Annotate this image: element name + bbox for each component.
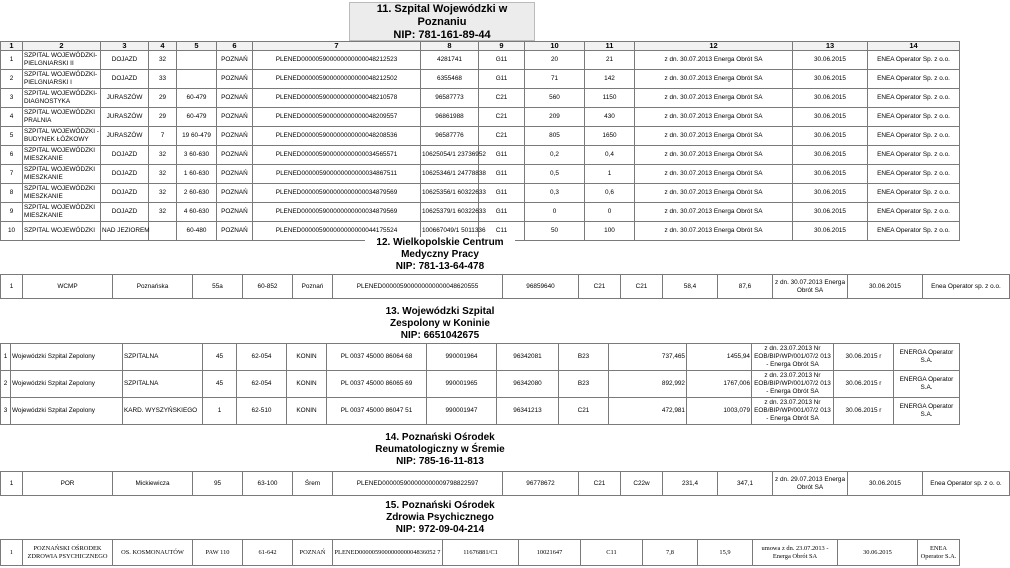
table-cell: ENERGA Operator S.A.	[894, 371, 960, 398]
section-city: Poznaniu	[417, 16, 467, 28]
table-cell: ENEA Operator Sp. z o.o.	[868, 203, 960, 222]
section-subtitle: Medyczny Pracy	[401, 249, 479, 260]
table-row	[1, 70, 960, 89]
table-cell: 33	[149, 70, 177, 89]
table-cell: 1	[1, 472, 23, 496]
table-cell: 0,3	[525, 184, 585, 203]
table-cell: 32	[149, 184, 177, 203]
table-cell: 990001964	[427, 344, 497, 371]
table-cell: 100667049/1 5011336	[421, 222, 479, 241]
column-number: 7	[253, 42, 421, 51]
table-cell: 62-054	[237, 344, 287, 371]
table-cell: Enea Operator sp. z o. o.	[923, 472, 1010, 496]
table-cell: G11	[479, 51, 525, 70]
table-cell: G11	[479, 146, 525, 165]
table-cell: 96341213	[497, 398, 559, 425]
table-cell: 96342081	[497, 344, 559, 371]
table-cell: 1455,94	[687, 344, 752, 371]
table-cell: POZNAŃ	[217, 51, 253, 70]
table-cell: ENEA Operator Sp. z o.o.	[868, 89, 960, 108]
section-14-header	[365, 432, 515, 468]
table-cell: 30.06.2015	[793, 184, 868, 203]
table-cell: 32	[149, 146, 177, 165]
table-cell: SZPITAL WOJEWÓDZKI-PIELGNIARSKI I	[23, 70, 101, 89]
column-number: 8	[421, 42, 479, 51]
table-cell: PLENED000005900000000000044175524	[253, 222, 421, 241]
section-title: 13. Wojewódzki Szpital	[385, 306, 495, 317]
table-cell: 96859640	[503, 275, 579, 299]
table-cell: 21	[585, 51, 635, 70]
table-cell: G11	[479, 70, 525, 89]
table-cell: ENEA Operator Sp. z o.o.	[868, 146, 960, 165]
section-nip: NIP: 781-13-64-478	[395, 261, 485, 272]
table-cell: 30.06.2015	[793, 108, 868, 127]
table-cell: ENERGA Operator S.A.	[894, 344, 960, 371]
table-cell: z dn. 30.07.2013 Energa Obrót SA	[635, 127, 793, 146]
section-15-header	[365, 500, 515, 536]
table-cell: Poznań	[293, 275, 333, 299]
table-row	[1, 344, 960, 371]
column-number: 1	[1, 42, 23, 51]
table-row	[1, 398, 960, 425]
table-cell: SZPITAL WOJEWÓDZKI MIESZKANIE	[23, 203, 101, 222]
table-cell: 29	[149, 89, 177, 108]
table-cell: umowa z dn. 23.07.2013 - Energa Obrót SA	[753, 540, 838, 566]
table-cell: z dn. 30.07.2013 Energa Obrót SA	[635, 108, 793, 127]
table-cell: 61-642	[243, 540, 293, 566]
table-cell: 96342080	[497, 371, 559, 398]
table-cell	[177, 70, 217, 89]
table-cell: 0,4	[585, 146, 635, 165]
table-cell: 30.06.2015	[848, 472, 923, 496]
table-row	[1, 275, 1010, 299]
table-cell: 3 60-630	[177, 146, 217, 165]
table-cell: 4281741	[421, 51, 479, 70]
table-cell: z dn. 29.07.2013 Energa Obrót SA	[773, 472, 848, 496]
table-cell: z dn. 23.07.2013 Nr EOB/BIP/WP/001/07/2 013 - Energa Obrót SA	[752, 371, 834, 398]
table-row	[1, 51, 960, 70]
section-title: 11. Szpital Wojewódzki w	[376, 3, 508, 15]
table-cell: z dn. 30.07.2013 Energa Obrót SA	[635, 70, 793, 89]
table-cell: 1	[1, 344, 11, 371]
table-cell: 2	[1, 70, 23, 89]
table-cell: 55a	[193, 275, 243, 299]
table-cell: z dn. 30.07.2013 Energa Obrót SA	[635, 146, 793, 165]
table-cell: SZPITAL WOJEWÓDZKI MIESZKANIE	[23, 146, 101, 165]
table-cell: PLENED000005900000000000048212523	[253, 51, 421, 70]
section-12-header	[365, 237, 515, 273]
table-cell: 10625379/1 60322633	[421, 203, 479, 222]
table-cell: 60-852	[243, 275, 293, 299]
table-cell: SZPITAL WOJEWÓDZKI MIESZKANIE	[23, 184, 101, 203]
column-number: 9	[479, 42, 525, 51]
table-cell: 347,1	[718, 472, 773, 496]
table-cell: 472,981	[609, 398, 687, 425]
table-cell: 58,4	[663, 275, 718, 299]
column-number: 5	[177, 42, 217, 51]
table-cell: C21	[479, 127, 525, 146]
table-row	[1, 146, 960, 165]
table-cell: 60-480	[177, 222, 217, 241]
table-cell: 560	[525, 89, 585, 108]
table-cell: 19 60-479	[177, 127, 217, 146]
table-cell: 32	[149, 165, 177, 184]
table-cell: 45	[203, 371, 237, 398]
table-cell: G11	[479, 184, 525, 203]
table-cell: 7	[149, 127, 177, 146]
table-cell: 2 60-630	[177, 184, 217, 203]
section-nip: NIP: 781-161-89-44	[393, 29, 491, 41]
table-cell: 60-479	[177, 108, 217, 127]
table-cell: 30.06.2015	[793, 165, 868, 184]
table-cell: PAW 110	[193, 540, 243, 566]
table-cell: POZNAŃSKI OŚRODEK ZDROWIA PSYCHICZNEGO	[23, 540, 113, 566]
section-subtitle: Zdrowia Psychicznego	[386, 512, 494, 523]
table-row	[1, 184, 960, 203]
table-cell: 990001965	[427, 371, 497, 398]
table-cell: PLENED000005900000000000034565571	[253, 146, 421, 165]
table-cell: 5	[1, 127, 23, 146]
table-cell: z dn. 30.07.2013 Energa Obrót SA	[773, 275, 848, 299]
section-nip: NIP: 972-09-04-214	[395, 524, 485, 535]
table-cell: C21	[579, 275, 621, 299]
table-cell: PLENED000005900000000004836052 7	[333, 540, 443, 566]
table-row	[1, 89, 960, 108]
column-number: 13	[793, 42, 868, 51]
table-cell: 805	[525, 127, 585, 146]
table-cell: 30.06.2015	[793, 203, 868, 222]
table-cell: KARD. WYSZYŃSKIEGO	[123, 398, 203, 425]
table-cell: z dn. 23.07.2013 Nr EOB/BIP/WP/001/07/2 013 - Energa Obrót SA	[752, 398, 834, 425]
table-cell: 6	[1, 146, 23, 165]
table-cell: 8	[1, 184, 23, 203]
table-cell: 30.06.2015	[793, 127, 868, 146]
table-cell: ENEA Operator Sp. z o.o.	[868, 184, 960, 203]
table-cell: Enea Operator sp. z o.o.	[923, 275, 1010, 299]
table-cell: 4 60-630	[177, 203, 217, 222]
table-cell: ENEA Operator Sp. z o.o.	[868, 222, 960, 241]
table-cell: 95	[193, 472, 243, 496]
table-cell: 10625054/1 23736952	[421, 146, 479, 165]
table-cell: C21	[579, 472, 621, 496]
table-section-14	[0, 471, 1010, 496]
table-cell	[177, 51, 217, 70]
table-row	[1, 127, 960, 146]
table-cell: z dn. 30.07.2013 Energa Obrót SA	[635, 51, 793, 70]
table-cell: SZPITALNA	[123, 371, 203, 398]
table-cell: 3	[1, 398, 11, 425]
section-nip: NIP: 785-16-11-813	[396, 456, 484, 467]
table-row	[1, 108, 960, 127]
table-cell: 96778672	[503, 472, 579, 496]
table-cell: B23	[559, 371, 609, 398]
table-cell: G11	[479, 165, 525, 184]
table-cell: 6355468	[421, 70, 479, 89]
table-row	[1, 472, 1010, 496]
table-cell: POZNAŃ	[217, 108, 253, 127]
table-cell: 10625356/1 60322633	[421, 184, 479, 203]
table-cell: 96587776	[421, 127, 479, 146]
table-cell: 60-479	[177, 89, 217, 108]
table-cell: 30.06.2015 r	[834, 371, 894, 398]
section-13-header	[365, 306, 515, 342]
table-cell: POZNAŃ	[217, 184, 253, 203]
table-cell: PL 0037 45000 86064 68	[327, 344, 427, 371]
table-cell: z dn. 23.07.2013 Nr EOB/BIP/WP/001/07/2 013 - Energa Obrót SA	[752, 344, 834, 371]
table-cell: ENERGA Operator S.A.	[894, 398, 960, 425]
table-cell: POZNAŃ	[217, 203, 253, 222]
column-number: 6	[217, 42, 253, 51]
table-cell: 1003,079	[687, 398, 752, 425]
table-cell: POZNAŃ	[217, 222, 253, 241]
table-cell: 32	[149, 203, 177, 222]
table-cell: JURASZÓW	[101, 108, 149, 127]
table-cell: 29	[149, 108, 177, 127]
table-cell	[149, 222, 177, 241]
column-number: 12	[635, 42, 793, 51]
table-cell: PLENED000005900000000009798822597	[333, 472, 503, 496]
table-cell: 100	[585, 222, 635, 241]
table-cell: 2	[1, 371, 11, 398]
table-cell: PLENED000005900000000000048620555	[333, 275, 503, 299]
table-cell: 430	[585, 108, 635, 127]
table-cell: 4	[1, 108, 23, 127]
table-cell: 15,9	[698, 540, 753, 566]
table-cell: 1 60-630	[177, 165, 217, 184]
table-cell: PL 0037 45000 86047 51	[327, 398, 427, 425]
table-cell: 10625346/1 24778838	[421, 165, 479, 184]
table-cell: Poznańska	[113, 275, 193, 299]
table-cell: 209	[525, 108, 585, 127]
table-cell: 1	[585, 165, 635, 184]
table-cell: SZPITAL WOJEWÓDZKI PRALNIA	[23, 108, 101, 127]
table-cell: DOJAZD	[101, 184, 149, 203]
table-cell: PLENED000005900000000000048208536	[253, 127, 421, 146]
header-number-row	[1, 42, 960, 51]
column-number: 14	[868, 42, 960, 51]
table-cell: DOJAZD	[101, 51, 149, 70]
section-title: 15. Poznański Ośrodek	[385, 500, 495, 511]
section-11-header	[349, 2, 535, 41]
table-cell: DOJAZD	[101, 165, 149, 184]
table-cell: POZNAŃ	[217, 146, 253, 165]
table-cell: PLENED000005900000000000034867511	[253, 165, 421, 184]
table-cell: 231,4	[663, 472, 718, 496]
table-cell: 30.06.2015	[848, 275, 923, 299]
table-cell: 71	[525, 70, 585, 89]
table-cell: KONIN	[287, 344, 327, 371]
table-cell: 30.06.2015	[793, 51, 868, 70]
table-cell: PLENED000005900000000000034879569	[253, 184, 421, 203]
table-cell: SZPITAL WOJEWÓDZKI MIESZKANIE	[23, 165, 101, 184]
table-cell: 87,6	[718, 275, 773, 299]
table-row	[1, 203, 960, 222]
column-number: 10	[525, 42, 585, 51]
section-subtitle: Zespolony w Koninie	[389, 318, 490, 329]
table-cell: OS. KOSMONAUTÓW	[113, 540, 193, 566]
table-section-12	[0, 274, 1010, 299]
table-cell: POZNAŃ	[217, 70, 253, 89]
table-cell: PLENED000005900000000000048212502	[253, 70, 421, 89]
section-title: 14. Poznański Ośrodek	[385, 432, 495, 443]
table-section-15	[0, 539, 960, 566]
table-cell: 3	[1, 89, 23, 108]
table-cell: Śrem	[293, 472, 333, 496]
table-cell: DOJAZD	[101, 203, 149, 222]
table-cell: ENEA Operator S.A.	[918, 540, 960, 566]
table-cell: z dn. 30.07.2013 Energa Obrót SA	[635, 222, 793, 241]
table-cell: Wojewódzki Szpital Zepolony	[11, 371, 123, 398]
table-row	[1, 371, 960, 398]
table-cell: z dn. 30.07.2013 Energa Obrót SA	[635, 184, 793, 203]
table-cell: 10	[1, 222, 23, 241]
table-cell: 0	[585, 203, 635, 222]
table-cell: WCMP	[23, 275, 113, 299]
table-cell: 50	[525, 222, 585, 241]
table-cell: C21	[621, 275, 663, 299]
table-cell: B23	[559, 344, 609, 371]
table-cell: SZPITAL WOJEWÓDZKI - BUDYNEK ŁÓŻKOWY	[23, 127, 101, 146]
table-cell: 892,992	[609, 371, 687, 398]
table-cell: 30.06.2015	[793, 222, 868, 241]
section-subtitle: Reumatologiczny w Śremie	[375, 444, 505, 455]
table-cell: PLENED000005900000000000034879569	[253, 203, 421, 222]
table-cell: C11	[479, 222, 525, 241]
table-cell: SZPITAL WOJEWÓDZKI-DIAGNOSTYKA	[23, 89, 101, 108]
table-cell: POZNAŃ	[293, 540, 333, 566]
table-cell: 9	[1, 203, 23, 222]
table-cell: 96587773	[421, 89, 479, 108]
table-cell: 11676881/C1	[443, 540, 519, 566]
table-cell: POZNAŃ	[217, 165, 253, 184]
table-cell: 30.06.2015	[838, 540, 918, 566]
table-cell: 0	[525, 203, 585, 222]
table-cell: JURASZÓW	[101, 89, 149, 108]
table-cell: 990001947	[427, 398, 497, 425]
table-cell: 1767,006	[687, 371, 752, 398]
table-cell: ENEA Operator Sp. z o.o.	[868, 165, 960, 184]
table-cell: NAD JEZIOREM	[101, 222, 149, 241]
table-row	[1, 540, 960, 566]
table-cell: 1	[1, 540, 23, 566]
table-cell: C21	[479, 108, 525, 127]
table-cell: 142	[585, 70, 635, 89]
table-cell: Wojewódzki Szpital Zepolony	[11, 398, 123, 425]
section-nip: NIP: 6651042675	[400, 330, 480, 341]
table-cell: 1	[1, 51, 23, 70]
table-cell: ENEA Operator Sp. z o.o.	[868, 51, 960, 70]
table-cell: z dn. 30.07.2013 Energa Obrót SA	[635, 89, 793, 108]
table-cell: PLENED000005900000000000048210578	[253, 89, 421, 108]
table-cell: 0,2	[525, 146, 585, 165]
table-cell: KONIN	[287, 398, 327, 425]
table-cell: 30.06.2015	[793, 89, 868, 108]
table-row	[1, 165, 960, 184]
table-cell: 32	[149, 51, 177, 70]
table-cell: C22w	[621, 472, 663, 496]
table-cell: 0,5	[525, 165, 585, 184]
table-cell: Wojewódzki Szpital Zepolony	[11, 344, 123, 371]
table-cell: 96861988	[421, 108, 479, 127]
table-cell: 737,465	[609, 344, 687, 371]
table-cell: ENEA Operator Sp. z o.o.	[868, 108, 960, 127]
table-cell: DOJAZD	[101, 146, 149, 165]
table-cell: 45	[203, 344, 237, 371]
table-cell: G11	[479, 203, 525, 222]
table-cell: JURASZÓW	[101, 127, 149, 146]
table-cell: ENEA Operator Sp. z o.o.	[868, 127, 960, 146]
table-cell: 1650	[585, 127, 635, 146]
table-cell: 7	[1, 165, 23, 184]
table-cell: DOJAZD	[101, 70, 149, 89]
table-cell: 7,8	[643, 540, 698, 566]
table-cell: Mickiewicza	[113, 472, 193, 496]
table-cell: PL 0037 45000 86065 69	[327, 371, 427, 398]
table-cell: C11	[581, 540, 643, 566]
table-cell: 62-510	[237, 398, 287, 425]
table-cell: KONIN	[287, 371, 327, 398]
table-cell: SZPITAL WOJEWÓDZKI	[23, 222, 101, 241]
column-number: 11	[585, 42, 635, 51]
table-cell: POZNAŃ	[217, 89, 253, 108]
table-cell: 30.06.2015 r	[834, 344, 894, 371]
table-cell: POZNAŃ	[217, 127, 253, 146]
table-cell: z dn. 30.07.2013 Energa Obrót SA	[635, 165, 793, 184]
table-cell: 30.06.2015 r	[834, 398, 894, 425]
table-cell: SZPITALNA	[123, 344, 203, 371]
table-cell: 1	[203, 398, 237, 425]
table-cell: 10021647	[519, 540, 581, 566]
table-cell: 20	[525, 51, 585, 70]
table-cell: 62-054	[237, 371, 287, 398]
table-cell: 30.06.2015	[793, 146, 868, 165]
table-cell: 30.06.2015	[793, 70, 868, 89]
table-cell: POR	[23, 472, 113, 496]
table-section-13	[0, 343, 960, 425]
table-cell: 63-100	[243, 472, 293, 496]
table-section-11	[0, 41, 960, 241]
column-number: 4	[149, 42, 177, 51]
column-number: 3	[101, 42, 149, 51]
table-cell: z dn. 30.07.2013 Energa Obrót SA	[635, 203, 793, 222]
table-cell: C21	[479, 89, 525, 108]
table-cell: PLENED000005900000000000048209557	[253, 108, 421, 127]
table-cell: 1150	[585, 89, 635, 108]
table-cell: 0,6	[585, 184, 635, 203]
section-title: 12. Wielkopolskie Centrum	[376, 237, 504, 248]
table-cell: SZPITAL WOJEWÓDZKI-PIELGNIARSKI II	[23, 51, 101, 70]
table-cell: C21	[559, 398, 609, 425]
table-cell: 1	[1, 275, 23, 299]
table-cell: ENEA Operator Sp. z o.o.	[868, 70, 960, 89]
column-number: 2	[23, 42, 101, 51]
